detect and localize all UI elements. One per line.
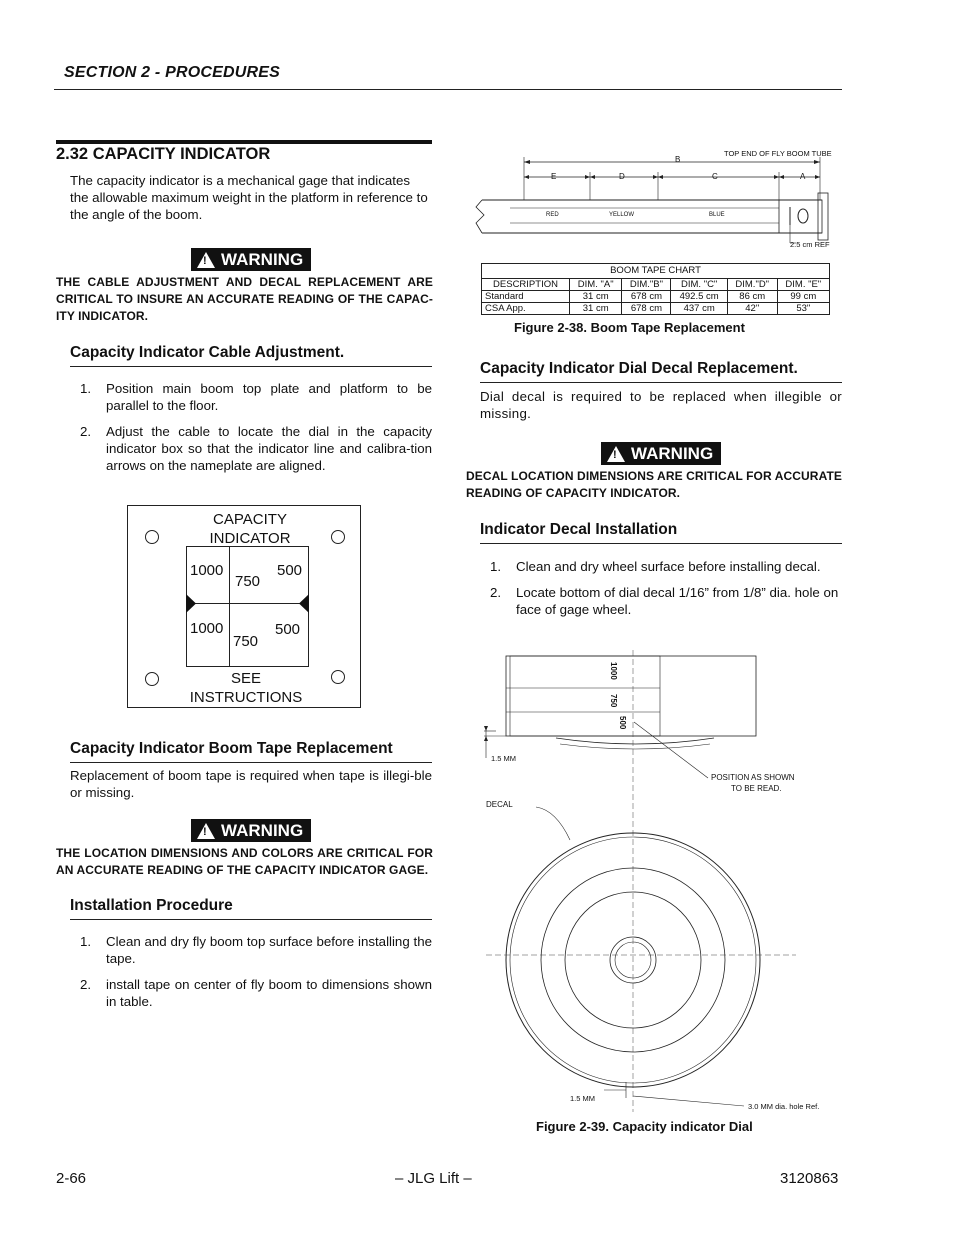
capacity-dial-figure <box>476 650 842 1120</box>
dim-b-label: B <box>675 155 681 164</box>
heading-rule <box>70 762 432 763</box>
nameplate-value: 1000 <box>190 562 224 579</box>
section-bar <box>56 140 432 144</box>
warning-text-2: THE LOCATION DIMENSIONS AND COLORS ARE CRITICAL FOR AN ACCURATE READING OF THE CAPACITY INDICATOR GAGE. <box>56 846 433 877</box>
boom-tape-drawing <box>466 145 842 255</box>
table-row <box>482 291 830 303</box>
nameplate-title-line1: CAPACITY <box>213 511 287 528</box>
column-header: DIM. "E" <box>777 279 829 291</box>
figure-38-caption: Figure 2-38. Boom Tape Replacement <box>514 320 745 335</box>
nameplate-footer-line1: SEE <box>230 670 261 687</box>
decal-installation-steps <box>480 558 842 627</box>
warning-label: WARNING <box>221 250 304 269</box>
header-rule <box>54 89 842 90</box>
dial-750-label: 750 <box>609 694 618 708</box>
footer-center: – JLG Lift – <box>395 1170 472 1187</box>
boom-tape-paragraph: Replacement of boom tape is required when tape is illegi-ble or missing. <box>70 768 432 800</box>
warning-text-3: DECAL LOCATION DIMENSIONS ARE CRITICAL FOR ACCURATE READING OF CAPACITY INDICATOR. <box>466 469 842 500</box>
table-cell: 437 cm <box>671 303 727 315</box>
boom-tape-heading: Capacity Indicator Boom Tape Replacement <box>70 740 393 757</box>
figure-39-caption: Figure 2-39. Capacity indicator Dial <box>536 1119 753 1134</box>
dial-500-label: 500 <box>618 716 627 730</box>
hole-reference-label: 3.0 MM dia. hole Ref. <box>748 1102 820 1111</box>
nameplate-value: 500 <box>275 621 301 638</box>
heading-rule <box>480 543 842 544</box>
dim-e-label: E <box>551 172 557 181</box>
column-header: DIM."D" <box>727 279 777 291</box>
table-cell: 86 cm <box>727 291 777 303</box>
installation-heading: Installation Procedure <box>70 897 233 914</box>
list-item: 1. Position main boom top plate and platform to be parallel to the floor. <box>80 381 432 413</box>
reference-label: 2.5 cm REF <box>790 240 830 249</box>
warning-text-1: THE CABLE ADJUSTMENT AND DECAL REPLACEMENT ARE CRITICAL TO INSURE AN ACCURATE READING OF THE CAPAC-ITY INDICATOR. <box>56 275 433 323</box>
document-number: 3120863 <box>780 1170 839 1187</box>
intro-paragraph: The capacity indicator is a mechanical gage that indicates the allowable maximum weight in the platform in reference to the angle of the boom. <box>70 173 428 222</box>
bottom-mm-label: 1.5 MM <box>570 1094 596 1103</box>
section-title: 2.32 CAPACITY INDICATOR <box>56 145 271 163</box>
list-item: 2. Locate bottom of dial decal 1/16” from 1/8” dia. hole on face of gage wheel. <box>490 585 839 617</box>
table-cell: 31 cm <box>570 303 622 315</box>
table-cell: 42" <box>727 303 777 315</box>
table-cell: CSA App. <box>482 303 570 315</box>
heading-rule <box>70 919 432 920</box>
column-header: DIM."B" <box>622 279 671 291</box>
nameplate-value: 750 <box>235 573 261 590</box>
nameplate-value: 750 <box>233 633 259 650</box>
top-end-label: TOP END OF FLY BOOM TUBE <box>724 149 832 158</box>
cable-adjustment-steps <box>70 380 432 483</box>
dim-c-label: C <box>712 172 718 181</box>
table-cell: 678 cm <box>622 303 671 315</box>
heading-rule <box>70 366 432 367</box>
warning-badge-2 <box>191 819 311 842</box>
table-header-row <box>482 279 830 291</box>
table-cell: 678 cm <box>622 291 671 303</box>
capacity-dial-drawing <box>476 650 842 1120</box>
cable-adjustment-heading: Capacity Indicator Cable Adjustment. <box>70 344 345 361</box>
warning-badge-3 <box>601 442 721 465</box>
boom-tape-figure <box>466 145 842 255</box>
position-note-line2: TO BE READ. <box>731 784 782 793</box>
position-note-line1: POSITION AS SHOWN <box>711 773 795 782</box>
list-item: 2. install tape on center of fly boom to dimensions shown in table. <box>80 977 432 1009</box>
warning-badge-1 <box>191 248 311 271</box>
nameplate-title-line2: INDICATOR <box>209 530 291 547</box>
nameplate-value: 500 <box>277 562 303 579</box>
nameplate-footer-line2: INSTRUCTIONS <box>189 689 303 706</box>
warning-label: WARNING <box>221 821 304 840</box>
boom-tape-table <box>481 278 830 315</box>
warning-triangle-icon: ! <box>197 252 215 268</box>
top-mm-label: 1.5 MM <box>491 754 517 763</box>
section-header: SECTION 2 - PROCEDURES <box>64 64 280 81</box>
boom-tape-chart <box>481 263 830 315</box>
column-header: DESCRIPTION <box>482 279 570 291</box>
dim-a-label: A <box>800 172 806 181</box>
color-red-label: RED <box>546 212 559 218</box>
column-header: DIM. "A" <box>570 279 622 291</box>
table-cell: 99 cm <box>777 291 829 303</box>
chart-title: BOOM TAPE CHART <box>481 263 830 278</box>
color-blue-label: BLUE <box>709 212 725 218</box>
nameplate-value: 1000 <box>190 620 224 637</box>
dial-1000-label: 1000 <box>609 662 618 680</box>
heading-rule <box>480 382 842 383</box>
dial-decal-paragraph: Dial decal is required to be replaced when illegible or missing. <box>480 389 842 421</box>
table-cell: 492.5 cm <box>671 291 727 303</box>
decal-installation-heading: Indicator Decal Installation <box>480 521 678 538</box>
dial-decal-heading: Capacity Indicator Dial Decal Replacement. <box>480 360 798 377</box>
warning-label: WARNING <box>631 444 714 463</box>
warning-triangle-icon: ! <box>197 823 215 839</box>
installation-steps <box>70 933 432 1019</box>
table-row <box>482 303 830 315</box>
color-yellow-label: YELLOW <box>609 212 635 218</box>
page-number: 2-66 <box>56 1170 87 1187</box>
list-item: 1. Clean and dry fly boom top surface before installing the tape. <box>80 934 432 966</box>
column-header: DIM. "C" <box>671 279 727 291</box>
list-item: 2. Adjust the cable to locate the dial in the capacity indicator box so that the indicator line and calibra-tion arrows on the nameplate are aligned. <box>80 424 432 473</box>
capacity-nameplate-figure <box>127 505 361 708</box>
dim-d-label: D <box>619 172 625 181</box>
table-cell: 53" <box>777 303 829 315</box>
list-item: 1. Clean and dry wheel surface before installing decal. <box>490 559 821 574</box>
table-cell: 31 cm <box>570 291 622 303</box>
decal-label: DECAL <box>486 800 513 809</box>
warning-triangle-icon: ! <box>607 446 625 462</box>
table-cell: Standard <box>482 291 570 303</box>
